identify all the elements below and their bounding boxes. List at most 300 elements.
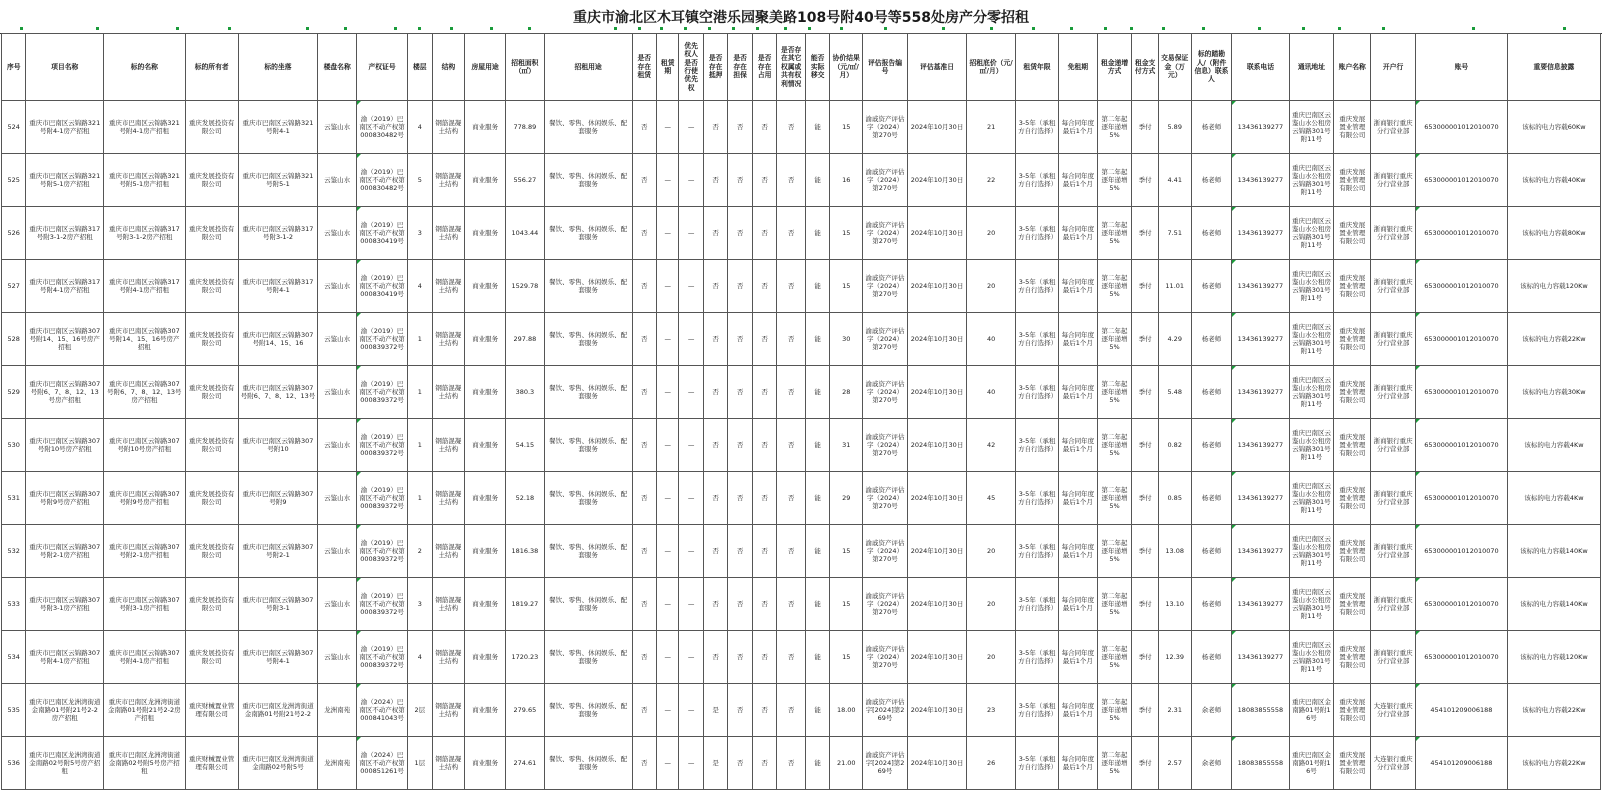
table-cell[interactable]: 重庆市巴南区云锦路307号附10号房产招租 bbox=[104, 419, 186, 472]
table-cell[interactable]: 3-5年（承租方自行选择） bbox=[1016, 101, 1059, 154]
table-cell[interactable]: 1819.27 bbox=[506, 578, 545, 631]
table-cell[interactable]: 否 bbox=[728, 472, 752, 525]
table-cell[interactable]: — bbox=[657, 737, 679, 790]
table-cell[interactable]: 该标的电力容载60Kw bbox=[1507, 101, 1600, 154]
column-header[interactable]: 是否存在其它权属或共有权利情况 bbox=[777, 34, 806, 101]
table-cell[interactable]: 渝戚资产评估字[2024]第269号 bbox=[863, 737, 908, 790]
table-cell[interactable]: 556.27 bbox=[506, 154, 545, 207]
table-cell[interactable]: 重庆发展投资有限公司 bbox=[185, 154, 238, 207]
table-cell[interactable]: — bbox=[679, 419, 703, 472]
column-header[interactable]: 楼盘名称 bbox=[318, 34, 357, 101]
table-cell[interactable]: — bbox=[679, 525, 703, 578]
table-cell[interactable]: 能 bbox=[805, 207, 829, 260]
column-header[interactable]: 联系电话 bbox=[1232, 34, 1289, 101]
table-cell[interactable]: 否 bbox=[632, 578, 656, 631]
table-row[interactable] bbox=[2, 578, 1601, 631]
table-cell[interactable]: 20 bbox=[967, 631, 1016, 684]
table-cell[interactable]: 浙商银行重庆分行营业部 bbox=[1371, 472, 1416, 525]
table-cell[interactable]: 否 bbox=[728, 154, 752, 207]
table-cell[interactable]: 13436139277 bbox=[1232, 313, 1289, 366]
table-cell[interactable]: 重庆发展置业管理有限公司 bbox=[1334, 366, 1371, 419]
column-header[interactable]: 房屋用途 bbox=[465, 34, 506, 101]
table-cell[interactable]: 重庆市巴南区云锦路307号附10 bbox=[238, 419, 318, 472]
table-cell[interactable]: 重庆巴南区金南路01号附16号 bbox=[1289, 684, 1334, 737]
table-cell[interactable]: 否 bbox=[632, 525, 656, 578]
table-cell[interactable]: 重庆市巴南区云锦路307号附2-1房产招租 bbox=[26, 525, 104, 578]
table-cell[interactable]: 重庆市巴南区云锦路307号附14、15、16号房产招租 bbox=[26, 313, 104, 366]
table-cell[interactable]: 重庆财械置业管理有限公司 bbox=[185, 737, 238, 790]
table-cell[interactable]: 重庆市巴南区云锦路317号附4-1 bbox=[238, 260, 318, 313]
table-cell[interactable]: 重庆市巴南区云锦路307号附3-1房产招租 bbox=[104, 578, 186, 631]
table-cell[interactable]: 商业服务 bbox=[465, 631, 506, 684]
table-cell[interactable]: 653000001012010070 bbox=[1416, 313, 1508, 366]
table-cell[interactable]: 云鉴山水 bbox=[318, 154, 357, 207]
table-cell[interactable]: 第二年起逐年递增5% bbox=[1097, 578, 1132, 631]
table-cell[interactable]: 重庆巴南区云鉴山水公租房云锦路301号附11号 bbox=[1289, 472, 1334, 525]
table-cell[interactable]: 否 bbox=[703, 207, 727, 260]
table-cell[interactable]: 否 bbox=[703, 472, 727, 525]
table-cell[interactable]: 浙商银行重庆分行营业部 bbox=[1371, 207, 1416, 260]
table-cell[interactable]: 餐饮、零售、休闲娱乐、配套服务 bbox=[544, 472, 632, 525]
table-cell[interactable]: 渝（2019）巴南区不动产权第000839372号 bbox=[357, 578, 408, 631]
table-cell[interactable]: 该标的电力容载40Kw bbox=[1507, 154, 1600, 207]
table-cell[interactable]: 13436139277 bbox=[1232, 525, 1289, 578]
table-cell[interactable]: 重庆发展置业管理有限公司 bbox=[1334, 684, 1371, 737]
table-cell[interactable]: 21.00 bbox=[830, 737, 863, 790]
column-header[interactable]: 优先权人是否行使优先权 bbox=[679, 34, 703, 101]
table-cell[interactable]: 重庆发展投资有限公司 bbox=[185, 366, 238, 419]
table-cell[interactable]: 否 bbox=[752, 684, 776, 737]
table-cell[interactable]: 渝（2019）巴南区不动产权第000839372号 bbox=[357, 313, 408, 366]
table-cell[interactable]: 5.48 bbox=[1158, 366, 1191, 419]
table-row[interactable] bbox=[2, 737, 1601, 790]
table-cell[interactable]: 否 bbox=[632, 472, 656, 525]
table-cell[interactable]: 钢筋混凝土结构 bbox=[432, 525, 465, 578]
table-cell[interactable]: 2层 bbox=[408, 684, 432, 737]
table-cell[interactable]: 否 bbox=[703, 631, 727, 684]
table-cell[interactable]: 浙商银行重庆分行营业部 bbox=[1371, 154, 1416, 207]
table-cell[interactable]: 重庆市巴南区龙洲湾街道金南路02号附5号 bbox=[238, 737, 318, 790]
table-cell[interactable]: 527 bbox=[2, 260, 26, 313]
table-cell[interactable]: 533 bbox=[2, 578, 26, 631]
table-cell[interactable]: 否 bbox=[777, 101, 806, 154]
table-cell[interactable]: 渝（2019）巴南区不动产权第000839372号 bbox=[357, 472, 408, 525]
table-cell[interactable]: 能 bbox=[805, 101, 829, 154]
table-cell[interactable]: 重庆发展投资有限公司 bbox=[185, 578, 238, 631]
table-cell[interactable]: 余老师 bbox=[1191, 684, 1232, 737]
table-cell[interactable]: 杨老师 bbox=[1191, 260, 1232, 313]
table-cell[interactable]: 653000001012010070 bbox=[1416, 260, 1508, 313]
table-cell[interactable]: 季付 bbox=[1132, 101, 1159, 154]
table-cell[interactable]: 重庆发展置业管理有限公司 bbox=[1334, 207, 1371, 260]
table-cell[interactable]: 渝（2024）巴南区不动产权第000851261号 bbox=[357, 737, 408, 790]
table-cell[interactable]: 2024年10月30日 bbox=[907, 737, 966, 790]
table-cell[interactable]: 浙商银行重庆分行营业部 bbox=[1371, 366, 1416, 419]
table-cell[interactable]: — bbox=[657, 419, 679, 472]
table-cell[interactable]: 渝（2019）巴南区不动产权第000839372号 bbox=[357, 525, 408, 578]
table-cell[interactable]: 每合同年度最后1个月 bbox=[1058, 684, 1097, 737]
table-cell[interactable]: 重庆市巴南区云锦路317号附3-1-2房产招租 bbox=[26, 207, 104, 260]
table-cell[interactable]: 否 bbox=[777, 684, 806, 737]
table-cell[interactable]: 重庆巴南区云鉴山水公租房云锦路301号附11号 bbox=[1289, 207, 1334, 260]
table-cell[interactable]: 否 bbox=[752, 207, 776, 260]
column-header[interactable]: 标的坐落 bbox=[238, 34, 318, 101]
table-cell[interactable]: 重庆市巴南区云锦路317号附4-1房产招租 bbox=[26, 260, 104, 313]
table-cell[interactable]: 20 bbox=[967, 260, 1016, 313]
table-cell[interactable]: 该标的电力容载120Kw bbox=[1507, 631, 1600, 684]
column-header[interactable]: 产权证号 bbox=[357, 34, 408, 101]
table-cell[interactable]: 18083855558 bbox=[1232, 684, 1289, 737]
table-cell[interactable]: 该标的电力容载140Kw bbox=[1507, 578, 1600, 631]
table-cell[interactable]: 否 bbox=[728, 207, 752, 260]
table-cell[interactable]: 1层 bbox=[408, 737, 432, 790]
table-cell[interactable]: 1 bbox=[408, 472, 432, 525]
table-cell[interactable]: 浙商银行重庆分行营业部 bbox=[1371, 313, 1416, 366]
table-cell[interactable]: 0.82 bbox=[1158, 419, 1191, 472]
table-cell[interactable]: 3-5年（承租方自行选择） bbox=[1016, 366, 1059, 419]
table-cell[interactable]: 42 bbox=[967, 419, 1016, 472]
table-cell[interactable]: 否 bbox=[752, 419, 776, 472]
table-cell[interactable]: 钢筋混凝土结构 bbox=[432, 631, 465, 684]
table-cell[interactable]: 商业服务 bbox=[465, 366, 506, 419]
column-header[interactable]: 账户名称 bbox=[1334, 34, 1371, 101]
table-cell[interactable]: 杨老师 bbox=[1191, 207, 1232, 260]
table-cell[interactable]: 钢筋混凝土结构 bbox=[432, 313, 465, 366]
column-header[interactable]: 评估基准日 bbox=[907, 34, 966, 101]
table-cell[interactable]: 重庆发展投资有限公司 bbox=[185, 313, 238, 366]
column-header[interactable]: 是否存在占用 bbox=[752, 34, 776, 101]
table-cell[interactable]: 是 bbox=[703, 737, 727, 790]
table-cell[interactable]: 否 bbox=[728, 313, 752, 366]
table-cell[interactable]: 重庆市巴南区云锦路307号附14、15、16 bbox=[238, 313, 318, 366]
column-header[interactable]: 是否存在担保 bbox=[728, 34, 752, 101]
table-cell[interactable]: 重庆市巴南区云锦路317号附3-1-2房产招租 bbox=[104, 207, 186, 260]
table-cell[interactable]: 重庆发展投资有限公司 bbox=[185, 419, 238, 472]
table-cell[interactable]: 餐饮、零售、休闲娱乐、配套服务 bbox=[544, 366, 632, 419]
table-cell[interactable]: 钢筋混凝土结构 bbox=[432, 578, 465, 631]
table-cell[interactable]: 钢筋混凝土结构 bbox=[432, 419, 465, 472]
table-cell[interactable]: 重庆市巴南区云锦路321号附5-1房产招租 bbox=[104, 154, 186, 207]
table-cell[interactable]: 浙商银行重庆分行营业部 bbox=[1371, 260, 1416, 313]
table-cell[interactable]: 第二年起逐年递增5% bbox=[1097, 260, 1132, 313]
table-cell[interactable]: 2.57 bbox=[1158, 737, 1191, 790]
table-cell[interactable]: 23 bbox=[967, 684, 1016, 737]
table-cell[interactable]: 2024年10月30日 bbox=[907, 684, 966, 737]
table-cell[interactable]: 否 bbox=[703, 366, 727, 419]
table-cell[interactable]: 否 bbox=[752, 154, 776, 207]
table-cell[interactable]: 13436139277 bbox=[1232, 101, 1289, 154]
table-cell[interactable]: — bbox=[679, 472, 703, 525]
table-cell[interactable]: 否 bbox=[703, 154, 727, 207]
table-cell[interactable]: 重庆市巴南区云锦路307号附9 bbox=[238, 472, 318, 525]
column-header[interactable]: 招租底价（元/㎡/月） bbox=[967, 34, 1016, 101]
table-cell[interactable]: 重庆市巴南区云锦路307号附4-1房产招租 bbox=[104, 631, 186, 684]
table-cell[interactable]: 4 bbox=[408, 631, 432, 684]
table-cell[interactable]: 454101209006188 bbox=[1416, 684, 1508, 737]
table-cell[interactable]: 否 bbox=[728, 578, 752, 631]
table-cell[interactable]: 季付 bbox=[1132, 260, 1159, 313]
table-cell[interactable]: 该标的电力容载4Kw bbox=[1507, 419, 1600, 472]
table-cell[interactable]: 浙商银行重庆分行营业部 bbox=[1371, 419, 1416, 472]
table-cell[interactable]: 否 bbox=[632, 260, 656, 313]
table-cell[interactable]: 该标的电力容载4Kw bbox=[1507, 472, 1600, 525]
table-cell[interactable]: 否 bbox=[632, 313, 656, 366]
table-cell[interactable]: 渝戚资产评估字（2024）第270号 bbox=[863, 154, 908, 207]
table-cell[interactable]: 5 bbox=[408, 154, 432, 207]
table-cell[interactable]: 重庆市巴南区云锦路307号附6、7、8、12、13号 bbox=[238, 366, 318, 419]
table-cell[interactable]: 渝戚资产评估字（2024）第270号 bbox=[863, 472, 908, 525]
table-cell[interactable]: 能 bbox=[805, 313, 829, 366]
table-cell[interactable]: 重庆市巴南区云锦路307号附9号房产招租 bbox=[26, 472, 104, 525]
table-cell[interactable]: 重庆市巴南区云锦路307号附2-1房产招租 bbox=[104, 525, 186, 578]
table-cell[interactable]: 重庆巴南区金南路01号附16号 bbox=[1289, 737, 1334, 790]
table-cell[interactable]: 第二年起逐年递增5% bbox=[1097, 737, 1132, 790]
table-cell[interactable]: 否 bbox=[632, 419, 656, 472]
table-row[interactable] bbox=[2, 313, 1601, 366]
table-cell[interactable]: 3-5年（承租方自行选择） bbox=[1016, 419, 1059, 472]
table-cell[interactable]: 3-5年（承租方自行选择） bbox=[1016, 260, 1059, 313]
table-cell[interactable]: 渝（2024）巴南区不动产权第000841043号 bbox=[357, 684, 408, 737]
table-cell[interactable]: 渝戚资产评估字（2024）第270号 bbox=[863, 525, 908, 578]
table-cell[interactable]: 重庆市巴南区云锦路307号附6、7、8、12、13号房产招租 bbox=[26, 366, 104, 419]
table-cell[interactable]: 26 bbox=[967, 737, 1016, 790]
table-cell[interactable]: 每合同年度最后1个月 bbox=[1058, 737, 1097, 790]
table-cell[interactable]: 45 bbox=[967, 472, 1016, 525]
column-header[interactable]: 租赁年限 bbox=[1016, 34, 1059, 101]
table-cell[interactable]: 第二年起逐年递增5% bbox=[1097, 525, 1132, 578]
table-cell[interactable]: 是 bbox=[703, 684, 727, 737]
table-cell[interactable]: 每合同年度最后1个月 bbox=[1058, 101, 1097, 154]
table-cell[interactable]: 否 bbox=[703, 313, 727, 366]
table-cell[interactable]: 1529.78 bbox=[506, 260, 545, 313]
table-cell[interactable]: 3-5年（承租方自行选择） bbox=[1016, 313, 1059, 366]
table-cell[interactable]: 529 bbox=[2, 366, 26, 419]
table-cell[interactable]: 4 bbox=[408, 101, 432, 154]
table-cell[interactable]: 4.41 bbox=[1158, 154, 1191, 207]
table-cell[interactable]: 商业服务 bbox=[465, 684, 506, 737]
table-cell[interactable]: 重庆市巴南区云锦路307号附2-1 bbox=[238, 525, 318, 578]
table-cell[interactable]: 重庆财械置业管理有限公司 bbox=[185, 684, 238, 737]
table-cell[interactable]: 商业服务 bbox=[465, 472, 506, 525]
table-cell[interactable]: 否 bbox=[777, 472, 806, 525]
table-cell[interactable]: 每合同年度最后1个月 bbox=[1058, 472, 1097, 525]
column-header[interactable]: 是否存在租赁 bbox=[632, 34, 656, 101]
table-cell[interactable]: 餐饮、零售、休闲娱乐、配套服务 bbox=[544, 525, 632, 578]
table-cell[interactable]: 重庆巴南区云鉴山水公租房云锦路301号附11号 bbox=[1289, 260, 1334, 313]
table-cell[interactable]: 653000001012010070 bbox=[1416, 578, 1508, 631]
table-cell[interactable]: 7.51 bbox=[1158, 207, 1191, 260]
table-cell[interactable]: 渝（2019）巴南区不动产权第000839372号 bbox=[357, 366, 408, 419]
table-cell[interactable]: 重庆巴南区云鉴山水公租房云锦路301号附11号 bbox=[1289, 154, 1334, 207]
table-cell[interactable]: 浙商银行重庆分行营业部 bbox=[1371, 578, 1416, 631]
table-cell[interactable]: 重庆市巴南区云锦路321号附5-1 bbox=[238, 154, 318, 207]
table-cell[interactable]: 1720.23 bbox=[506, 631, 545, 684]
table-cell[interactable]: 云鉴山水 bbox=[318, 207, 357, 260]
column-header[interactable]: 租赁期 bbox=[657, 34, 679, 101]
table-cell[interactable]: 渝戚资产评估字（2024）第270号 bbox=[863, 419, 908, 472]
column-header[interactable]: 招租面积（㎡） bbox=[506, 34, 545, 101]
table-cell[interactable]: 重庆市巴南区云锦路307号附14、15、16号房产招租 bbox=[104, 313, 186, 366]
table-cell[interactable]: 否 bbox=[752, 260, 776, 313]
table-cell[interactable]: 浙商银行重庆分行营业部 bbox=[1371, 525, 1416, 578]
table-cell[interactable]: 重庆发展置业管理有限公司 bbox=[1334, 260, 1371, 313]
column-header[interactable]: 协价结果（元/㎡/月） bbox=[830, 34, 863, 101]
table-cell[interactable]: 否 bbox=[777, 578, 806, 631]
table-cell[interactable]: 每合同年度最后1个月 bbox=[1058, 313, 1097, 366]
table-cell[interactable]: 530 bbox=[2, 419, 26, 472]
table-cell[interactable]: 2024年10月30日 bbox=[907, 154, 966, 207]
table-cell[interactable]: 第二年起逐年递增5% bbox=[1097, 684, 1132, 737]
table-cell[interactable]: 该标的电力容载22Kw bbox=[1507, 313, 1600, 366]
table-cell[interactable]: 浙商银行重庆分行营业部 bbox=[1371, 101, 1416, 154]
table-cell[interactable]: 渝戚资产评估字[2024]第269号 bbox=[863, 684, 908, 737]
table-cell[interactable]: 每合同年度最后1个月 bbox=[1058, 154, 1097, 207]
table-cell[interactable]: 2024年10月30日 bbox=[907, 419, 966, 472]
table-cell[interactable]: 渝（2019）巴南区不动产权第000830419号 bbox=[357, 207, 408, 260]
table-cell[interactable]: 渝戚资产评估字（2024）第270号 bbox=[863, 313, 908, 366]
table-cell[interactable]: 餐饮、零售、休闲娱乐、配套服务 bbox=[544, 313, 632, 366]
table-cell[interactable]: 524 bbox=[2, 101, 26, 154]
table-cell[interactable]: 15 bbox=[830, 631, 863, 684]
table-cell[interactable]: 重庆发展置业管理有限公司 bbox=[1334, 154, 1371, 207]
table-row[interactable] bbox=[2, 101, 1601, 154]
table-cell[interactable]: 商业服务 bbox=[465, 154, 506, 207]
column-header[interactable]: 标的所有者 bbox=[185, 34, 238, 101]
column-header[interactable]: 开户行 bbox=[1371, 34, 1416, 101]
table-cell[interactable]: 重庆市巴南区云锦路307号附3-1 bbox=[238, 578, 318, 631]
table-cell[interactable]: 653000001012010070 bbox=[1416, 631, 1508, 684]
table-cell[interactable]: 3-5年（承租方自行选择） bbox=[1016, 631, 1059, 684]
table-cell[interactable]: 重庆市巴南区龙洲湾街道金南路02号附5号房产招租 bbox=[26, 737, 104, 790]
table-cell[interactable]: — bbox=[657, 154, 679, 207]
table-cell[interactable]: 余老师 bbox=[1191, 737, 1232, 790]
table-cell[interactable]: 渝戚资产评估字（2024）第270号 bbox=[863, 631, 908, 684]
column-header[interactable]: 评估报告编号 bbox=[863, 34, 908, 101]
table-cell[interactable]: 钢筋混凝土结构 bbox=[432, 154, 465, 207]
table-cell[interactable]: 季付 bbox=[1132, 472, 1159, 525]
column-header[interactable]: 通讯地址 bbox=[1289, 34, 1334, 101]
table-cell[interactable]: 商业服务 bbox=[465, 578, 506, 631]
table-cell[interactable]: 第二年起逐年递增5% bbox=[1097, 631, 1132, 684]
table-cell[interactable]: 钢筋混凝土结构 bbox=[432, 260, 465, 313]
table-cell[interactable]: 2024年10月30日 bbox=[907, 578, 966, 631]
table-cell[interactable]: 渝戚资产评估字（2024）第270号 bbox=[863, 101, 908, 154]
table-cell[interactable]: 1 bbox=[408, 366, 432, 419]
table-cell[interactable]: 餐饮、零售、休闲娱乐、配套服务 bbox=[544, 684, 632, 737]
table-cell[interactable]: 第二年起逐年递增5% bbox=[1097, 154, 1132, 207]
table-row[interactable] bbox=[2, 207, 1601, 260]
table-row[interactable] bbox=[2, 525, 1601, 578]
table-cell[interactable]: 否 bbox=[632, 154, 656, 207]
table-cell[interactable]: 餐饮、零售、休闲娱乐、配套服务 bbox=[544, 101, 632, 154]
table-cell[interactable]: — bbox=[657, 578, 679, 631]
table-cell[interactable]: 重庆市巴南区龙洲湾街道金南路01号附21号2-2房产招租 bbox=[26, 684, 104, 737]
table-cell[interactable]: 20 bbox=[967, 525, 1016, 578]
table-cell[interactable]: 该标的电力容载22Kw bbox=[1507, 684, 1600, 737]
table-cell[interactable]: 重庆巴南区云鉴山水公租房云锦路301号附11号 bbox=[1289, 578, 1334, 631]
column-header[interactable]: 项目名称 bbox=[26, 34, 104, 101]
table-cell[interactable]: 否 bbox=[752, 525, 776, 578]
table-cell[interactable]: 杨老师 bbox=[1191, 101, 1232, 154]
table-cell[interactable]: 重庆巴南区云鉴山水公租房云锦路301号附11号 bbox=[1289, 101, 1334, 154]
table-cell[interactable]: 重庆巴南区云鉴山水公租房云锦路301号附11号 bbox=[1289, 419, 1334, 472]
table-cell[interactable]: 否 bbox=[632, 101, 656, 154]
table-cell[interactable]: 否 bbox=[632, 737, 656, 790]
table-cell[interactable]: 该标的电力容载140Kw bbox=[1507, 525, 1600, 578]
table-cell[interactable]: 能 bbox=[805, 684, 829, 737]
table-cell[interactable]: 3-5年（承租方自行选择） bbox=[1016, 684, 1059, 737]
table-cell[interactable]: 商业服务 bbox=[465, 260, 506, 313]
table-cell[interactable]: 餐饮、零售、休闲娱乐、配套服务 bbox=[544, 419, 632, 472]
table-cell[interactable]: 3 bbox=[408, 207, 432, 260]
table-cell[interactable]: 531 bbox=[2, 472, 26, 525]
table-cell[interactable]: 杨老师 bbox=[1191, 472, 1232, 525]
table-cell[interactable]: 第二年起逐年递增5% bbox=[1097, 313, 1132, 366]
table-cell[interactable]: — bbox=[679, 684, 703, 737]
table-cell[interactable]: — bbox=[679, 154, 703, 207]
table-cell[interactable]: 否 bbox=[777, 366, 806, 419]
table-cell[interactable]: — bbox=[679, 737, 703, 790]
table-cell[interactable]: 否 bbox=[703, 525, 727, 578]
table-cell[interactable]: 重庆市巴南区云锦路307号附4-1房产招租 bbox=[26, 631, 104, 684]
table-cell[interactable]: 云鉴山水 bbox=[318, 260, 357, 313]
table-cell[interactable]: 能 bbox=[805, 472, 829, 525]
table-cell[interactable]: 龙洲南苑 bbox=[318, 684, 357, 737]
table-cell[interactable]: 3-5年（承租方自行选择） bbox=[1016, 737, 1059, 790]
table-cell[interactable]: 3 bbox=[408, 578, 432, 631]
table-cell[interactable]: 30 bbox=[830, 313, 863, 366]
table-cell[interactable]: 0.85 bbox=[1158, 472, 1191, 525]
table-cell[interactable]: 季付 bbox=[1132, 631, 1159, 684]
table-cell[interactable]: 否 bbox=[703, 578, 727, 631]
column-header[interactable]: 序号 bbox=[2, 34, 26, 101]
table-cell[interactable]: 重庆发展置业管理有限公司 bbox=[1334, 419, 1371, 472]
table-cell[interactable]: — bbox=[657, 684, 679, 737]
table-cell[interactable]: 2024年10月30日 bbox=[907, 525, 966, 578]
table-cell[interactable]: 重庆市巴南区云锦路307号附9号房产招租 bbox=[104, 472, 186, 525]
table-cell[interactable]: — bbox=[657, 260, 679, 313]
table-cell[interactable]: 778.89 bbox=[506, 101, 545, 154]
table-cell[interactable]: 重庆市巴南区龙洲湾街道金南路01号附21号2-2房产招租 bbox=[104, 684, 186, 737]
table-cell[interactable]: 季付 bbox=[1132, 154, 1159, 207]
table-cell[interactable]: 1043.44 bbox=[506, 207, 545, 260]
table-cell[interactable]: 2.31 bbox=[1158, 684, 1191, 737]
table-cell[interactable]: 否 bbox=[728, 366, 752, 419]
table-cell[interactable]: 杨老师 bbox=[1191, 154, 1232, 207]
table-cell[interactable]: 274.61 bbox=[506, 737, 545, 790]
table-cell[interactable]: — bbox=[679, 631, 703, 684]
table-cell[interactable]: 454101209006188 bbox=[1416, 737, 1508, 790]
table-cell[interactable]: 4 bbox=[408, 260, 432, 313]
table-cell[interactable]: 渝（2019）巴南区不动产权第000839372号 bbox=[357, 419, 408, 472]
table-cell[interactable]: 重庆市巴南区云锦路321号附4-1房产招租 bbox=[26, 101, 104, 154]
table-cell[interactable]: 商业服务 bbox=[465, 419, 506, 472]
table-cell[interactable]: 每合同年度最后1个月 bbox=[1058, 366, 1097, 419]
table-cell[interactable]: 13436139277 bbox=[1232, 207, 1289, 260]
table-cell[interactable]: 渝戚资产评估字（2024）第270号 bbox=[863, 366, 908, 419]
table-cell[interactable]: 18083855558 bbox=[1232, 737, 1289, 790]
table-cell[interactable]: 16 bbox=[830, 154, 863, 207]
table-cell[interactable]: 653000001012010070 bbox=[1416, 472, 1508, 525]
table-cell[interactable]: — bbox=[657, 313, 679, 366]
column-header[interactable]: 结构 bbox=[432, 34, 465, 101]
table-cell[interactable]: 否 bbox=[752, 313, 776, 366]
table-cell[interactable]: 536 bbox=[2, 737, 26, 790]
table-cell[interactable]: 1 bbox=[408, 313, 432, 366]
table-cell[interactable]: 否 bbox=[777, 525, 806, 578]
table-cell[interactable]: 2024年10月30日 bbox=[907, 207, 966, 260]
table-cell[interactable]: 云鉴山水 bbox=[318, 631, 357, 684]
